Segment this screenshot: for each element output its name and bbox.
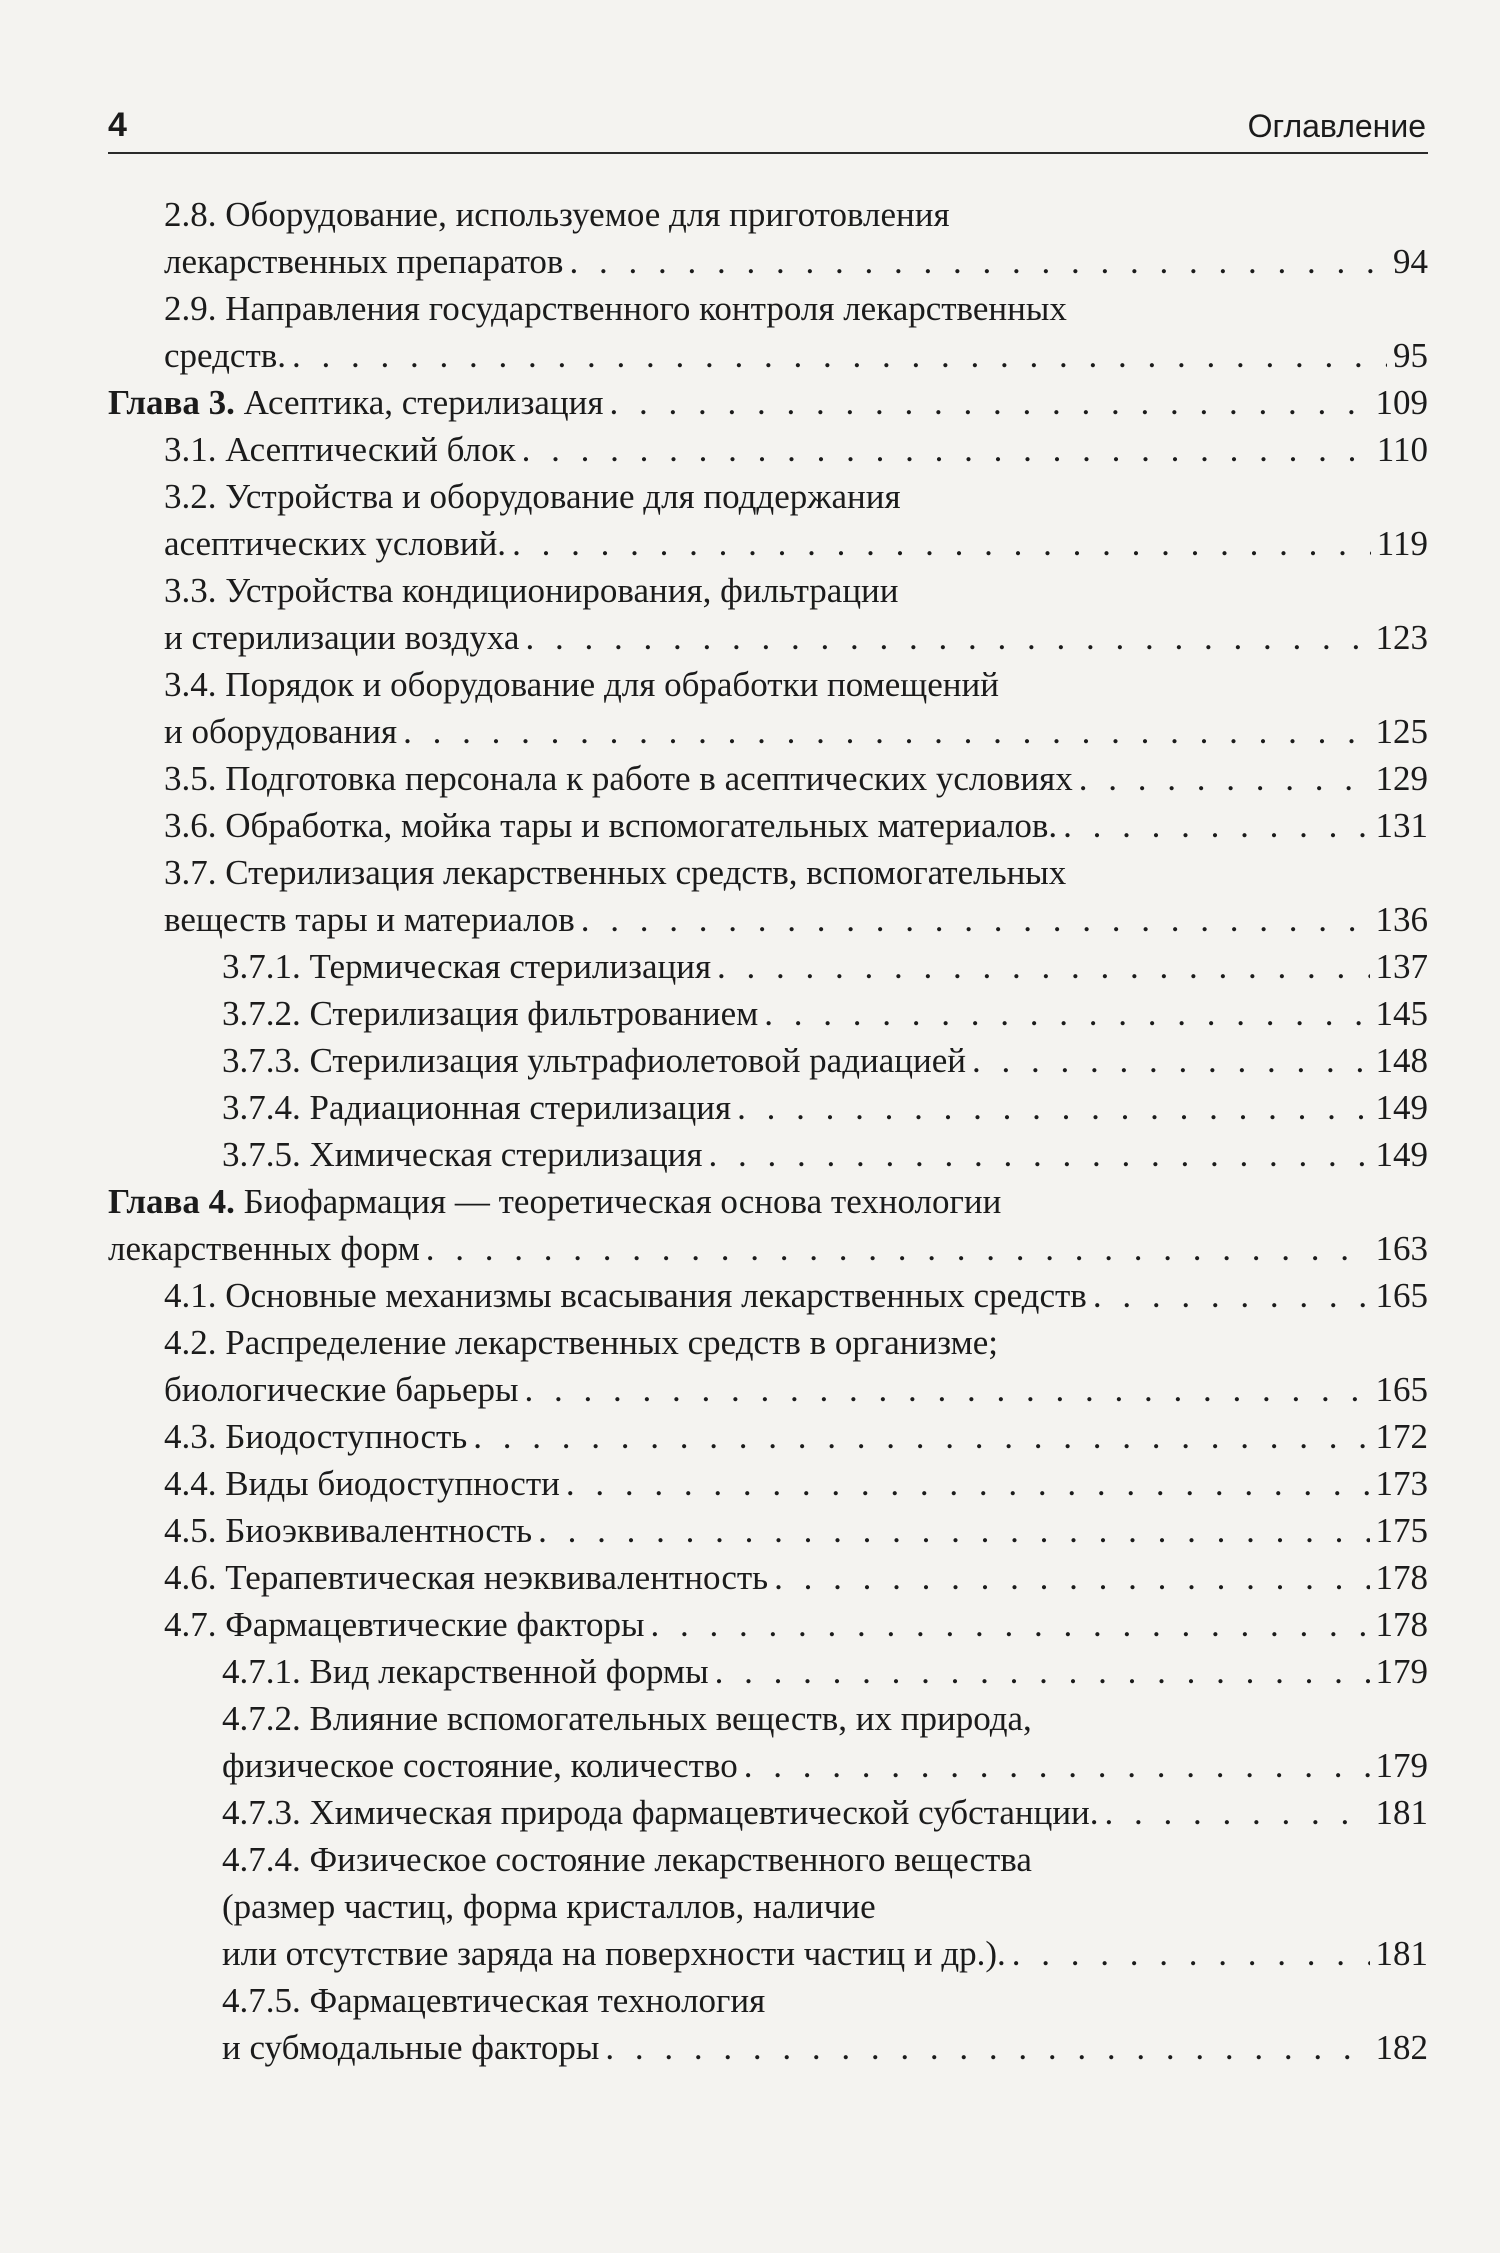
toc-entry-text bbox=[164, 571, 899, 610]
toc-entry[interactable] bbox=[108, 1460, 1428, 1507]
toc-entry[interactable] bbox=[108, 1507, 1428, 1554]
toc-entry-line bbox=[164, 473, 1428, 520]
toc-entry-title: веществ тары и материалов bbox=[164, 900, 575, 939]
toc-entry-title: асептических условий. bbox=[164, 524, 507, 563]
toc-page-number: 125 bbox=[1375, 712, 1428, 751]
toc-entry-title: 3.7.2. Стерилизация фильтрованием bbox=[222, 994, 759, 1033]
toc-entry-title: 3.7.3. Стерилизация ультрафиолетовой радиацией bbox=[222, 1041, 967, 1080]
toc-entry-line bbox=[164, 896, 1428, 943]
toc-entry-line bbox=[164, 1601, 1428, 1648]
toc-entry-line bbox=[164, 614, 1428, 661]
toc-entry-line bbox=[222, 1037, 1428, 1084]
toc-entry[interactable] bbox=[108, 473, 1428, 567]
toc-entry-text bbox=[164, 1554, 768, 1601]
dot-leader bbox=[566, 1460, 1370, 1507]
toc-entry-line bbox=[108, 1178, 1428, 1225]
toc-entry-line bbox=[222, 1836, 1428, 1883]
toc-entry-line bbox=[164, 755, 1428, 802]
toc-chapter-entry[interactable] bbox=[108, 1178, 1428, 1272]
toc-entry[interactable] bbox=[108, 1413, 1428, 1460]
toc-entry-title: физическое состояние, количество bbox=[222, 1746, 738, 1785]
toc-page-number: 129 bbox=[1375, 759, 1428, 798]
toc-entry-line bbox=[164, 238, 1428, 285]
toc-entry-text bbox=[222, 1699, 1032, 1738]
toc-entry-line bbox=[222, 943, 1428, 990]
toc-entry[interactable] bbox=[108, 661, 1428, 755]
toc-entry-title: Асептика, стерилизация bbox=[243, 383, 604, 422]
toc-entry[interactable] bbox=[108, 1272, 1428, 1319]
toc-entry-text bbox=[222, 1648, 709, 1695]
toc-entry-line bbox=[164, 661, 1428, 708]
toc-entry-text bbox=[164, 1413, 467, 1460]
toc-entry-text bbox=[222, 1037, 966, 1084]
toc-entry-text bbox=[164, 238, 563, 285]
toc-entry-text bbox=[164, 195, 950, 234]
dot-leader bbox=[538, 1507, 1369, 1554]
toc-entry-text bbox=[164, 755, 1073, 802]
toc-page-number: 182 bbox=[1375, 2028, 1428, 2067]
toc-entry-line bbox=[222, 1883, 1428, 1930]
dot-leader bbox=[403, 708, 1369, 755]
toc-entry-line bbox=[222, 1977, 1428, 2024]
toc-entry-title: 4.7.4. Физическое состояние лекарственного вещества bbox=[222, 1840, 1032, 1879]
dot-leader bbox=[473, 1413, 1369, 1460]
toc-entry[interactable] bbox=[108, 849, 1428, 943]
toc-entry-title: 4.5. Биоэквивалентность bbox=[164, 1511, 533, 1550]
toc-entry-text bbox=[164, 1460, 560, 1507]
dot-leader bbox=[610, 379, 1370, 426]
toc-entry-line bbox=[222, 1695, 1428, 1742]
toc-entry[interactable] bbox=[108, 755, 1428, 802]
dot-leader bbox=[744, 1742, 1370, 1789]
toc-entry[interactable] bbox=[108, 990, 1428, 1037]
dot-leader bbox=[522, 426, 1371, 473]
toc-entry[interactable] bbox=[108, 1319, 1428, 1413]
toc-entry-text bbox=[164, 332, 286, 379]
toc-entry[interactable] bbox=[108, 1977, 1428, 2071]
toc-entry-title: биологические барьеры bbox=[164, 1370, 519, 1409]
toc-entry-text bbox=[164, 1366, 519, 1413]
toc-entry-text bbox=[222, 943, 711, 990]
dot-leader bbox=[525, 1366, 1370, 1413]
toc-entry-line bbox=[164, 1460, 1428, 1507]
dot-leader bbox=[569, 238, 1387, 285]
toc-entry-line bbox=[222, 2024, 1428, 2071]
toc-entry[interactable] bbox=[108, 426, 1428, 473]
toc-entry-title: и оборудования bbox=[164, 712, 398, 751]
toc-entry-text bbox=[222, 2024, 599, 2071]
toc-entry-title: 4.7.1. Вид лекарственной формы bbox=[222, 1652, 709, 1691]
toc-entry-line bbox=[222, 1930, 1428, 1977]
toc-entry-text bbox=[222, 1840, 1032, 1879]
toc-entry-title: 3.3. Устройства кондиционирования, фильтрации bbox=[164, 571, 899, 610]
toc-entry[interactable] bbox=[108, 802, 1428, 849]
toc-entry-text bbox=[164, 665, 999, 704]
dot-leader bbox=[1012, 1930, 1370, 1977]
toc-page-number: 165 bbox=[1375, 1370, 1428, 1409]
toc-entry-text bbox=[164, 614, 519, 661]
toc-entry-text bbox=[164, 289, 1067, 328]
toc-entry-title: 3.7.1. Термическая стерилизация bbox=[222, 947, 712, 986]
toc-entry-line bbox=[164, 567, 1428, 614]
toc-entry-title: и субмодальные факторы bbox=[222, 2028, 600, 2067]
toc-page-number: 123 bbox=[1375, 618, 1428, 657]
toc-page-number: 149 bbox=[1375, 1135, 1428, 1174]
dot-leader bbox=[512, 520, 1371, 567]
toc-page-number: 178 bbox=[1375, 1605, 1428, 1644]
toc-entry-title: 4.4. Виды биодоступности bbox=[164, 1464, 560, 1503]
toc-page-number: 172 bbox=[1375, 1417, 1428, 1456]
toc-entry-text bbox=[222, 1084, 731, 1131]
page-number: 4 bbox=[108, 106, 127, 144]
toc-entry-text bbox=[164, 426, 516, 473]
toc-entry-text bbox=[108, 1182, 1001, 1221]
toc-entry-line bbox=[164, 1554, 1428, 1601]
dot-leader bbox=[650, 1601, 1369, 1648]
toc-entry-text bbox=[108, 1225, 420, 1272]
toc-entry-line bbox=[164, 1413, 1428, 1460]
toc-entry-text bbox=[108, 379, 604, 426]
toc-entry-title: 2.8. Оборудование, используемое для приготовления bbox=[164, 195, 950, 234]
toc-entry-text bbox=[164, 477, 901, 516]
toc-entry-title: 3.6. Обработка, мойка тары и вспомогательных материалов. bbox=[164, 806, 1058, 845]
toc-entry[interactable] bbox=[108, 1648, 1428, 1695]
toc-page-number: 119 bbox=[1376, 524, 1428, 563]
toc-entry-text bbox=[222, 1789, 1099, 1836]
dot-leader bbox=[737, 1084, 1369, 1131]
toc-page-number: 110 bbox=[1376, 430, 1428, 469]
dot-leader bbox=[525, 614, 1369, 661]
toc-page-number: 148 bbox=[1375, 1041, 1428, 1080]
toc-entry-title: 4.2. Распределение лекарственных средств в организме; bbox=[164, 1323, 998, 1362]
toc-page-number: 179 bbox=[1375, 1652, 1428, 1691]
toc-entry-title: 3.7.4. Радиационная стерилизация bbox=[222, 1088, 732, 1127]
toc-entry-title: или отсутствие заряда на поверхности частиц и др.). bbox=[222, 1934, 1006, 1973]
toc-entry-line bbox=[164, 520, 1428, 567]
toc-entry-line bbox=[108, 379, 1428, 426]
toc-entry-title: 3.4. Порядок и оборудование для обработки помещений bbox=[164, 665, 999, 704]
toc-entry-title: 3.2. Устройства и оборудование для поддержания bbox=[164, 477, 901, 516]
dot-leader bbox=[1079, 755, 1370, 802]
toc-page-number: 109 bbox=[1375, 383, 1428, 422]
toc-entry[interactable] bbox=[108, 1601, 1428, 1648]
toc-entry-title: 4.6. Терапевтическая неэквивалентность bbox=[164, 1558, 769, 1597]
toc-entry[interactable] bbox=[108, 1131, 1428, 1178]
toc-entry-title: 3.1. Асептический блок bbox=[164, 430, 516, 469]
toc-entry-text bbox=[164, 802, 1057, 849]
dot-leader bbox=[605, 2024, 1369, 2071]
toc-entry-line bbox=[222, 990, 1428, 1037]
toc-page-number: 145 bbox=[1375, 994, 1428, 1033]
toc-entry-title: 3.5. Подготовка персонала к работе в асептических условиях bbox=[164, 759, 1073, 798]
toc-entry-text bbox=[164, 1507, 532, 1554]
chapter-label: Глава 3. bbox=[108, 383, 235, 422]
toc-page-number: 165 bbox=[1375, 1276, 1428, 1315]
toc-entry-title: 4.7. Фармацевтические факторы bbox=[164, 1605, 645, 1644]
chapter-label: Глава 4. bbox=[108, 1182, 235, 1221]
dot-leader bbox=[764, 990, 1369, 1037]
toc-entry-title: (размер частиц, форма кристаллов, наличие bbox=[222, 1887, 876, 1926]
toc-page-number: 179 bbox=[1375, 1746, 1428, 1785]
toc-entry-title: средств. bbox=[164, 336, 287, 375]
toc-entry[interactable] bbox=[108, 943, 1428, 990]
toc-entry-line bbox=[164, 849, 1428, 896]
toc-entry-title: Биофармация — теоретическая основа технологии bbox=[243, 1182, 1002, 1221]
toc-entry-line bbox=[164, 191, 1428, 238]
toc-entry-text bbox=[164, 896, 575, 943]
toc-entry-line bbox=[222, 1742, 1428, 1789]
toc-page-number: 95 bbox=[1393, 336, 1428, 375]
dot-leader bbox=[1093, 1272, 1370, 1319]
toc-chapter-entry[interactable] bbox=[108, 379, 1428, 426]
toc-entry-line bbox=[108, 1225, 1428, 1272]
toc-entry[interactable] bbox=[108, 567, 1428, 661]
toc-page-number: 173 bbox=[1375, 1464, 1428, 1503]
dot-leader bbox=[774, 1554, 1369, 1601]
toc-entry-title: 3.7.5. Химическая стерилизация bbox=[222, 1135, 703, 1174]
dot-leader bbox=[581, 896, 1370, 943]
toc-entry-title: лекарственных форм bbox=[108, 1229, 420, 1268]
toc-entry[interactable] bbox=[108, 1836, 1428, 1977]
toc-entry-title: и стерилизации воздуха bbox=[164, 618, 520, 657]
toc-page-number: 175 bbox=[1375, 1511, 1428, 1550]
dot-leader bbox=[717, 943, 1369, 990]
toc-page-number: 181 bbox=[1375, 1934, 1428, 1973]
toc-entry-text bbox=[222, 1981, 765, 2020]
toc-entry-text bbox=[164, 853, 1066, 892]
toc-entry-line bbox=[164, 426, 1428, 473]
toc-entry-text bbox=[164, 708, 397, 755]
toc-page-number: 131 bbox=[1375, 806, 1428, 845]
toc-entry-text bbox=[222, 1742, 738, 1789]
toc-entry[interactable] bbox=[108, 191, 1428, 285]
toc-entry-line bbox=[164, 1272, 1428, 1319]
dot-leader bbox=[426, 1225, 1370, 1272]
toc-entry-line bbox=[222, 1789, 1428, 1836]
toc-page-number: 163 bbox=[1375, 1229, 1428, 1268]
toc-page-number: 94 bbox=[1393, 242, 1428, 281]
toc-entry-text bbox=[164, 1601, 644, 1648]
table-of-contents bbox=[108, 191, 1428, 2071]
toc-entry-line bbox=[164, 802, 1428, 849]
toc-entry-text bbox=[222, 1887, 876, 1926]
toc-entry-line bbox=[164, 285, 1428, 332]
dot-leader bbox=[1063, 802, 1369, 849]
running-head bbox=[108, 100, 1428, 154]
running-head-title: Оглавление bbox=[1247, 108, 1426, 144]
toc-entry-title: лекарственных препаратов bbox=[164, 242, 564, 281]
toc-entry-text bbox=[222, 1930, 1006, 1977]
dot-leader bbox=[709, 1131, 1370, 1178]
dot-leader bbox=[972, 1037, 1369, 1084]
toc-entry-text bbox=[164, 1272, 1087, 1319]
toc-entry-title: 4.7.2. Влияние вспомогательных веществ, их природа, bbox=[222, 1699, 1032, 1738]
toc-entry-title: 4.7.5. Фармацевтическая технология bbox=[222, 1981, 766, 2020]
toc-entry[interactable] bbox=[108, 1789, 1428, 1836]
toc-entry-line bbox=[164, 332, 1428, 379]
dot-leader bbox=[292, 332, 1387, 379]
dot-leader bbox=[715, 1648, 1370, 1695]
toc-entry-title: 4.7.3. Химическая природа фармацевтической субстанции. bbox=[222, 1793, 1099, 1832]
toc-entry-text bbox=[222, 1131, 703, 1178]
toc-entry-title: 4.1. Основные механизмы всасывания лекарственных средств bbox=[164, 1276, 1087, 1315]
toc-page-number: 136 bbox=[1375, 900, 1428, 939]
dot-leader bbox=[1105, 1789, 1370, 1836]
toc-entry-title: 2.9. Направления государственного контроля лекарственных bbox=[164, 289, 1067, 328]
toc-page-number: 137 bbox=[1375, 947, 1428, 986]
toc-entry-text bbox=[164, 1323, 998, 1362]
toc-entry-line bbox=[164, 1507, 1428, 1554]
toc-entry-line bbox=[164, 1366, 1428, 1413]
toc-entry-line bbox=[164, 708, 1428, 755]
toc-page-number: 149 bbox=[1375, 1088, 1428, 1127]
toc-entry-title: 4.3. Биодоступность bbox=[164, 1417, 468, 1456]
toc-page-number: 178 bbox=[1375, 1558, 1428, 1597]
toc-entry[interactable] bbox=[108, 285, 1428, 379]
toc-page-number: 181 bbox=[1375, 1793, 1428, 1832]
toc-entry-line bbox=[222, 1648, 1428, 1695]
toc-entry-line bbox=[222, 1131, 1428, 1178]
toc-entry-line bbox=[164, 1319, 1428, 1366]
toc-entry[interactable] bbox=[108, 1695, 1428, 1789]
toc-entry-title: 3.7. Стерилизация лекарственных средств, вспомогательных bbox=[164, 853, 1067, 892]
toc-entry-text bbox=[164, 520, 506, 567]
toc-entry-line bbox=[222, 1084, 1428, 1131]
toc-entry[interactable] bbox=[108, 1084, 1428, 1131]
toc-entry-text bbox=[222, 990, 758, 1037]
toc-entry[interactable] bbox=[108, 1037, 1428, 1084]
toc-entry[interactable] bbox=[108, 1554, 1428, 1601]
